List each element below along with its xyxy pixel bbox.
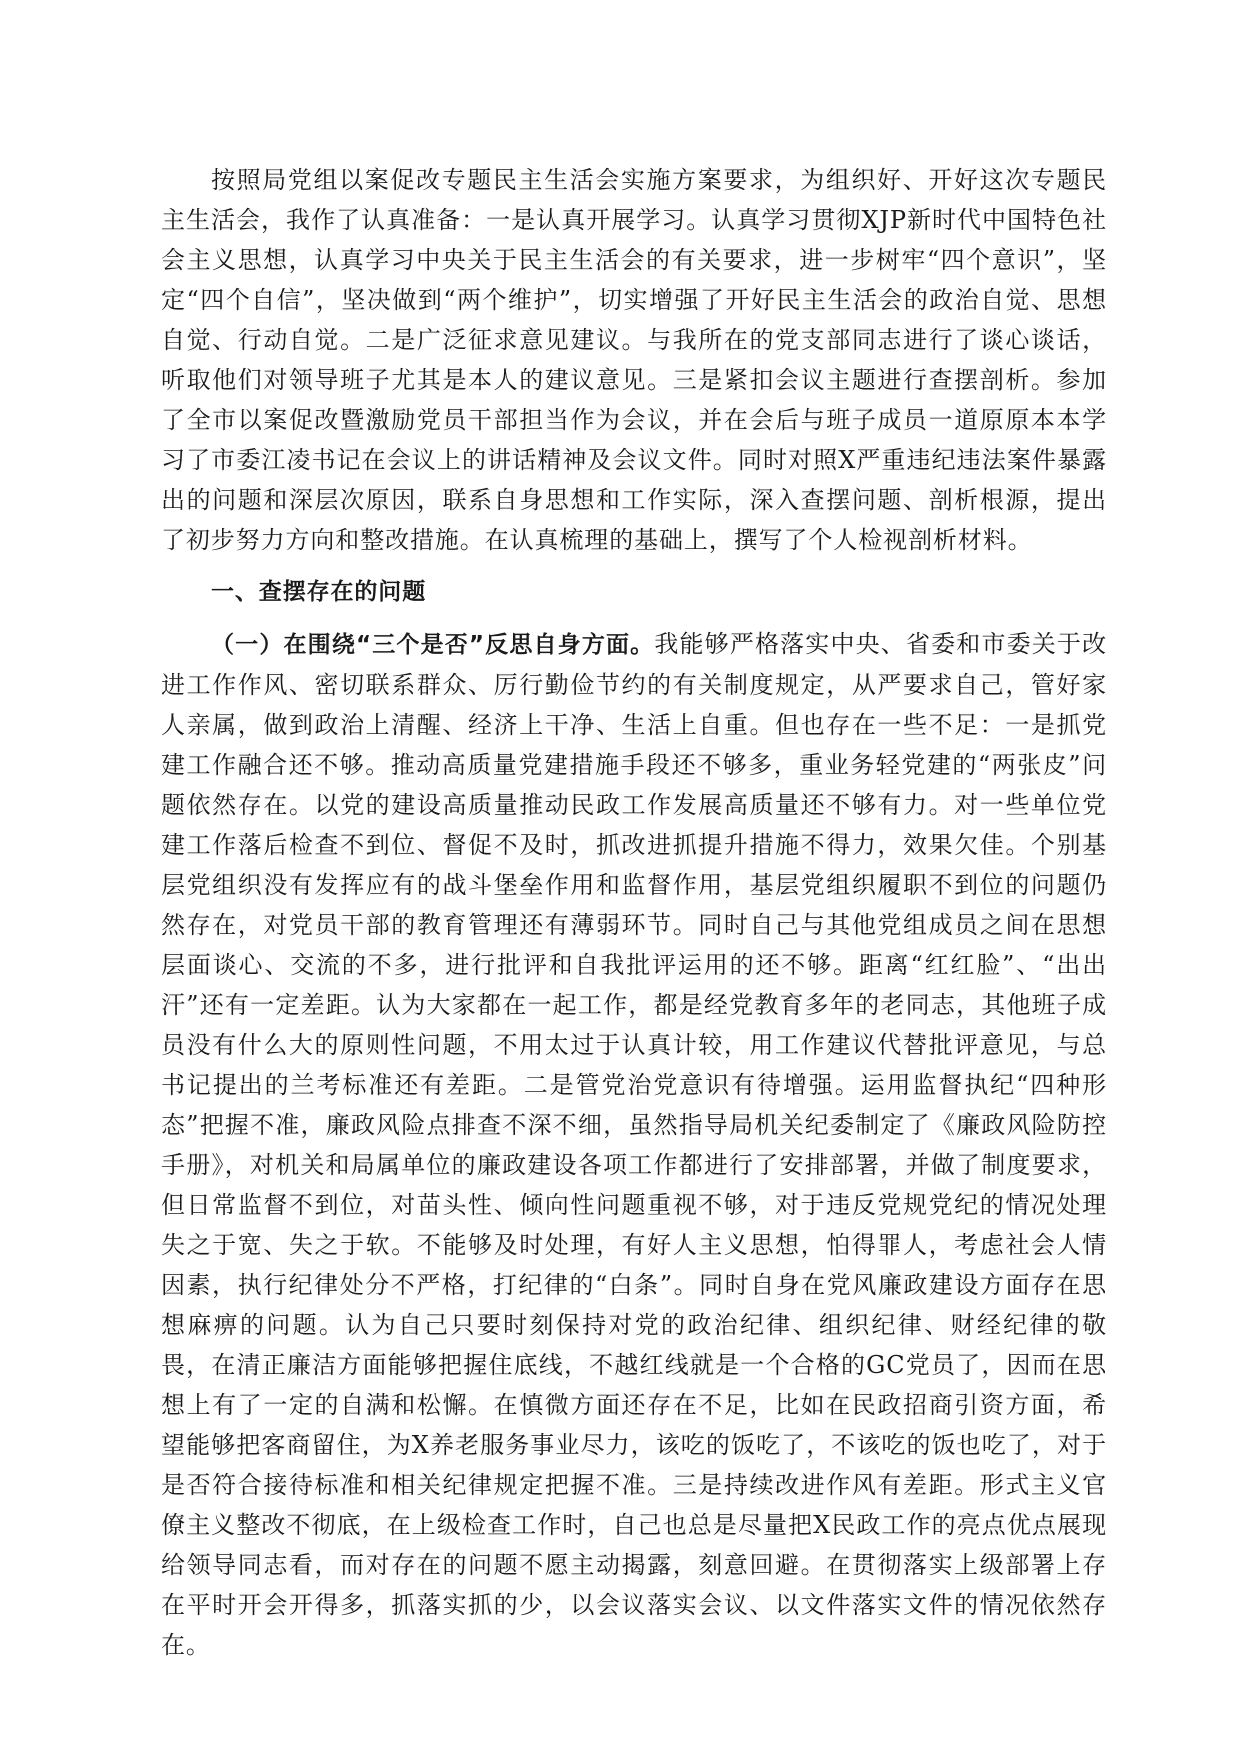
- intro-paragraph: 按照局党组以案促改专题民主生活会实施方案要求，为组织好、开好这次专题民主生活会，我作了认真准备：一是认真开展学习。认真学习贯彻XJP新时代中国特色社会主义思想，认真学习中央关于民主生活会的有关要求，进一步树牢“四个意识”，坚定“四个自信”，坚决做到“两个维护”，切实增强了开好民主生活会的政治自觉、思想自觉、行动自觉。二是广泛征求意见建议。与我所在的党支部同志进行了谈心谈话，听取他们对领导班子尤其是本人的建议意见。三是紧扣会议主题进行查摆剖析。参加了全市以案促改暨激励党员干部担当作为会议，并在会后与班子成员一道原原本本学习了市委江凌书记在会议上的讲话精神及会议文件。同时对照X严重违纪违法案件暴露出的问题和深层次原因，联系自身思想和工作实际，深入查摆问题、剖析根源，提出了初步努力方向和整改措施。在认真梳理的基础上，撰写了个人检视剖析材料。: [161, 166, 1107, 554]
- document-body: [161, 160, 1107, 1665]
- section-body-text: 我能够严格落实中央、省委和市委关于改进工作作风、密切联系群众、厉行勤俭节约的有关制度规定，从严要求自己，管好家人亲属，做到政治上清醒、经济上干净、生活上自重。但也存在一些不足：一是抓党建工作融合还不够。推动高质量党建措施手段还不够多，重业务轻党建的“两张皮”问题依然存在。以党的建设高质量推动民政工作发展高质量还不够有力。对一些单位党建工作落后检查不到位、督促不及时，抓改进抓提升措施不得力，效果欠佳。个别基层党组织没有发挥应有的战斗堡垒作用和监督作用，基层党组织履职不到位的问题仍然存在，对党员干部的教育管理还有薄弱环节。同时自己与其他党组成员之间在思想层面谈心、交流的不多，进行批评和自我批评运用的还不够。距离“红红脸”、“出出汗”还有一定差距。认为大家都在一起工作，都是经党教育多年的老同志，其他班子成员没有什么大的原则性问题，不用太过于认真计较，用工作建议代替批评意见，与总书记提出的兰考标准还有差距。二是管党治党意识有待增强。运用监督执纪“四种形态”把握不准，廉政风险点排查不深不细，虽然指导局机关纪委制定了《廉政风险防控手册》，对机关和局属单位的廉政建设各项工作都进行了安排部署，并做了制度要求，但日常监督不到位，对苗头性、倾向性问题重视不够，对于违反党规党纪的情况处理失之于宽、失之于软。不能够及时处理，有好人主义思想，怕得罪人，考虑社会人情因素，执行纪律处分不严格，打纪律的“白条”。同时自身在党风廉政建设方面存在思想麻痹的问题。认为自己只要时刻保持对党的政治纪律、组织纪律、财经纪律的敬畏，在清正廉洁方面能够把握住底线，不越红线就是一个合格的GC党员了，因而在思想上有了一定的自满和松懈。在慎微方面还存在不足，比如在民政招商引资方面，希望能够把客商留住，为X养老服务事业尽力，该吃的饭吃了，不该吃的饭也吃了，对于是否符合接待标准和相关纪律规定把握不准。三是持续改进作风有差距。形式主义官僚主义整改不彻底，在上级检查工作时，自己也总是尽量把X民政工作的亮点优点展现给领导同志看，而对存在的问题不愿主动揭露，刻意回避。在贯彻落实上级部署上存在平时开会开得多，抓落实抓的少，以会议落实会议、以文件落实文件的情况依然存在。: [161, 630, 1107, 1659]
- section-heading: 一、查摆存在的问题: [211, 579, 427, 605]
- subsection-heading: （一）在围绕“三个是否”反思自身方面。: [211, 632, 655, 658]
- section-paragraph: [161, 624, 1107, 1665]
